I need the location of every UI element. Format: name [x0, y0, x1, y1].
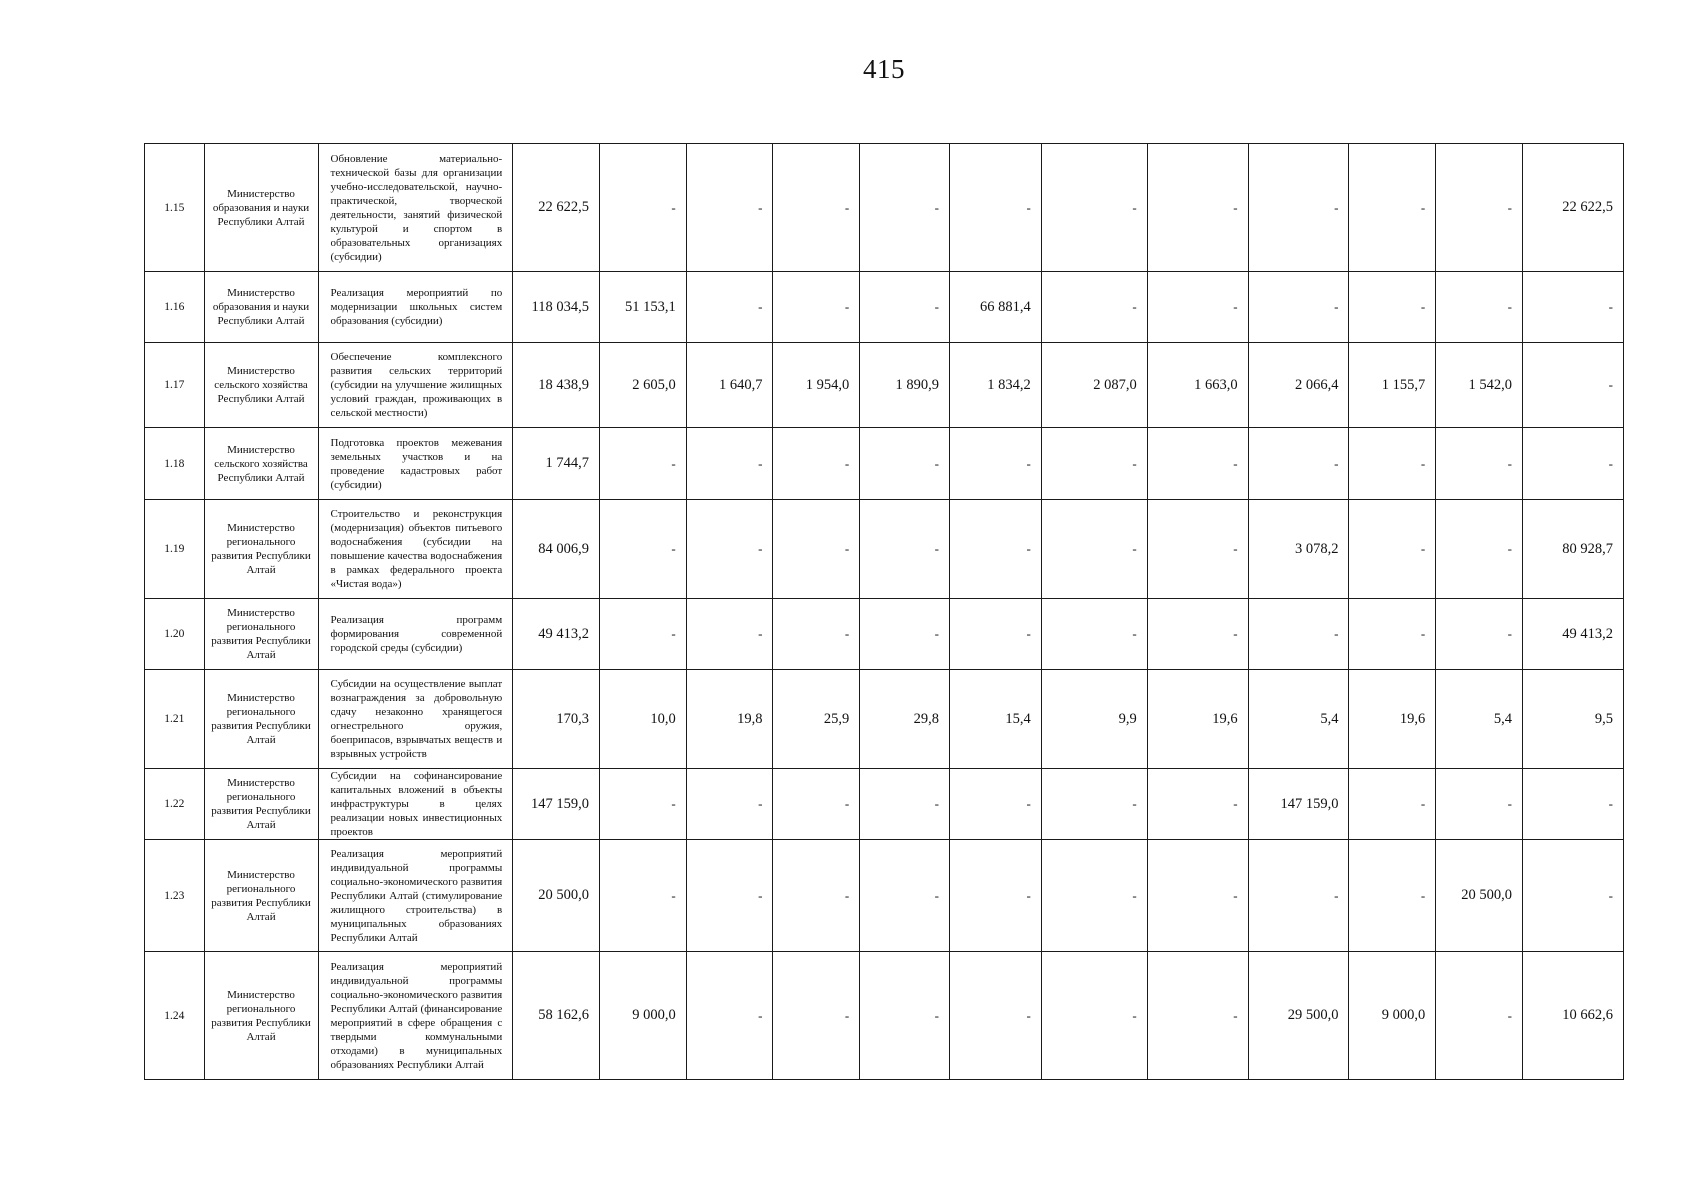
amount-cell: 29 500,0	[1248, 952, 1349, 1080]
amount-cell: -	[950, 769, 1042, 840]
row-number: 1.18	[145, 428, 205, 500]
table-row	[145, 144, 1624, 272]
table-body	[145, 144, 1624, 1080]
amount-cell: -	[1248, 599, 1349, 670]
measure-description: Строительство и реконструкция (модернизация) объектов питьевого водоснабжения (субсидии на повышение качества водоснабжения в рамках федерального проекта «Чистая вода»)	[318, 500, 513, 599]
amount-cell: -	[1041, 500, 1147, 599]
total-amount-cell: 58 162,6	[513, 952, 600, 1080]
amount-cell: -	[1147, 840, 1248, 952]
measure-description: Субсидии на софинансирование капитальных вложений в объекты инфраструктуры в целях реализации новых инвестиционных проектов	[318, 769, 513, 840]
amount-cell: 20 500,0	[1436, 840, 1523, 952]
row-number: 1.20	[145, 599, 205, 670]
amount-cell: -	[773, 769, 860, 840]
measure-description: Реализация мероприятий индивидуальной программы социально-экономического развития Республики Алтай (финансирование мероприятий в сфере обращения с твердыми коммунальными отходами) в муниципальных образованиях Республики Алтай	[318, 952, 513, 1080]
amount-cell: -	[773, 952, 860, 1080]
table-row	[145, 343, 1624, 428]
total-amount-cell: 118 034,5	[513, 272, 600, 343]
measure-description: Подготовка проектов межевания земельных участков и на проведение кадастровых работ (субсидии)	[318, 428, 513, 500]
amount-cell: -	[1349, 428, 1436, 500]
responsible-ministry: Министерство образования и науки Республики Алтай	[204, 144, 318, 272]
amount-cell: 1 155,7	[1349, 343, 1436, 428]
amount-cell: 147 159,0	[1248, 769, 1349, 840]
table-row	[145, 428, 1624, 500]
amount-cell: 25,9	[773, 670, 860, 769]
amount-cell: -	[860, 144, 950, 272]
measure-description: Субсидии на осуществление выплат вознаграждения за добровольную сдачу незаконно хранящегося огнестрельного оружия, боеприпасов, взрывчатых веществ и взрывных устройств	[318, 670, 513, 769]
amount-cell: -	[860, 272, 950, 343]
responsible-ministry: Министерство сельского хозяйства Республики Алтай	[204, 428, 318, 500]
amount-cell: -	[599, 144, 686, 272]
amount-cell: -	[950, 144, 1042, 272]
amount-cell: 1 954,0	[773, 343, 860, 428]
amount-cell: -	[1248, 840, 1349, 952]
amount-cell: 66 881,4	[950, 272, 1042, 343]
table-row	[145, 500, 1624, 599]
amount-cell: -	[1147, 272, 1248, 343]
amount-cell: 9 000,0	[1349, 952, 1436, 1080]
amount-cell: -	[1349, 500, 1436, 599]
amount-cell: -	[773, 428, 860, 500]
amount-cell: 1 890,9	[860, 343, 950, 428]
amount-cell: -	[686, 599, 773, 670]
amount-cell: 9,5	[1522, 670, 1623, 769]
amount-cell: -	[1436, 952, 1523, 1080]
amount-cell: -	[773, 599, 860, 670]
amount-cell: 49 413,2	[1522, 599, 1623, 670]
amount-cell: -	[686, 840, 773, 952]
amount-cell: -	[860, 500, 950, 599]
amount-cell: -	[1436, 428, 1523, 500]
row-number: 1.22	[145, 769, 205, 840]
amount-cell: -	[950, 952, 1042, 1080]
responsible-ministry: Министерство регионального развития Республики Алтай	[204, 500, 318, 599]
table-row	[145, 599, 1624, 670]
amount-cell: -	[1248, 272, 1349, 343]
amount-cell: -	[1436, 599, 1523, 670]
amount-cell: 29,8	[860, 670, 950, 769]
amount-cell: -	[1041, 952, 1147, 1080]
total-amount-cell: 22 622,5	[513, 144, 600, 272]
amount-cell: -	[773, 500, 860, 599]
amount-cell: -	[1147, 599, 1248, 670]
table-row	[145, 670, 1624, 769]
total-amount-cell: 1 744,7	[513, 428, 600, 500]
amount-cell: 2 087,0	[1041, 343, 1147, 428]
amount-cell: 1 663,0	[1147, 343, 1248, 428]
responsible-ministry: Министерство сельского хозяйства Республики Алтай	[204, 343, 318, 428]
measure-description: Реализация мероприятий индивидуальной программы социально-экономического развития Республики Алтай (стимулирование жилищного строительства) в муниципальных образованиях Республики Алтай	[318, 840, 513, 952]
amount-cell: 10 662,6	[1522, 952, 1623, 1080]
amount-cell: -	[686, 500, 773, 599]
amount-cell: -	[1147, 952, 1248, 1080]
amount-cell: 5,4	[1436, 670, 1523, 769]
amount-cell: -	[1522, 343, 1623, 428]
amount-cell: -	[860, 428, 950, 500]
amount-cell: -	[950, 840, 1042, 952]
table-row	[145, 272, 1624, 343]
amount-cell: -	[1041, 272, 1147, 343]
amount-cell: 80 928,7	[1522, 500, 1623, 599]
row-number: 1.16	[145, 272, 205, 343]
amount-cell: -	[1041, 840, 1147, 952]
amount-cell: 3 078,2	[1248, 500, 1349, 599]
amount-cell: -	[599, 599, 686, 670]
amount-cell: -	[1248, 428, 1349, 500]
measure-description: Реализация программ формирования современной городской среды (субсидии)	[318, 599, 513, 670]
responsible-ministry: Министерство регионального развития Республики Алтай	[204, 840, 318, 952]
amount-cell: -	[1147, 144, 1248, 272]
total-amount-cell: 170,3	[513, 670, 600, 769]
row-number: 1.15	[145, 144, 205, 272]
amount-cell: 51 153,1	[599, 272, 686, 343]
amount-cell: 1 640,7	[686, 343, 773, 428]
page-number: 415	[863, 54, 905, 84]
amount-cell: -	[1349, 599, 1436, 670]
amount-cell: 9 000,0	[599, 952, 686, 1080]
row-number: 1.21	[145, 670, 205, 769]
amount-cell: -	[686, 428, 773, 500]
total-amount-cell: 18 438,9	[513, 343, 600, 428]
responsible-ministry: Министерство образования и науки Республики Алтай	[204, 272, 318, 343]
amount-cell: -	[1436, 144, 1523, 272]
responsible-ministry: Министерство регионального развития Республики Алтай	[204, 599, 318, 670]
row-number: 1.17	[145, 343, 205, 428]
amount-cell: 1 542,0	[1436, 343, 1523, 428]
amount-cell: 19,6	[1147, 670, 1248, 769]
amount-cell: -	[1349, 840, 1436, 952]
amount-cell: -	[860, 840, 950, 952]
amount-cell: -	[1147, 769, 1248, 840]
amount-cell: -	[1041, 599, 1147, 670]
amount-cell: -	[860, 952, 950, 1080]
amount-cell: 22 622,5	[1522, 144, 1623, 272]
amount-cell: -	[1522, 769, 1623, 840]
amount-cell: 10,0	[599, 670, 686, 769]
amount-cell: -	[686, 144, 773, 272]
amount-cell: -	[1147, 500, 1248, 599]
amount-cell: -	[599, 840, 686, 952]
amount-cell: -	[860, 769, 950, 840]
measure-description: Обеспечение комплексного развития сельских территорий (субсидии на улучшение жилищных условий граждан, проживающих в сельской местности)	[318, 343, 513, 428]
amount-cell: -	[1436, 769, 1523, 840]
amount-cell: -	[1147, 428, 1248, 500]
amount-cell: -	[599, 428, 686, 500]
amount-cell: 2 605,0	[599, 343, 686, 428]
amount-cell: -	[1041, 428, 1147, 500]
amount-cell: -	[1522, 840, 1623, 952]
amount-cell: -	[686, 952, 773, 1080]
amount-cell: 15,4	[950, 670, 1042, 769]
amount-cell: 19,6	[1349, 670, 1436, 769]
amount-cell: -	[950, 428, 1042, 500]
amount-cell: -	[1349, 769, 1436, 840]
amount-cell: -	[1522, 428, 1623, 500]
amount-cell: -	[773, 144, 860, 272]
total-amount-cell: 147 159,0	[513, 769, 600, 840]
amount-cell: -	[686, 769, 773, 840]
amount-cell: -	[1248, 144, 1349, 272]
amount-cell: -	[1349, 272, 1436, 343]
amount-cell: -	[1436, 272, 1523, 343]
amount-cell: 5,4	[1248, 670, 1349, 769]
amount-cell: -	[1522, 272, 1623, 343]
amount-cell: 2 066,4	[1248, 343, 1349, 428]
table-row	[145, 952, 1624, 1080]
amount-cell: -	[860, 599, 950, 670]
amount-cell: -	[950, 599, 1042, 670]
amount-cell: -	[773, 840, 860, 952]
row-number: 1.19	[145, 500, 205, 599]
amount-cell: -	[599, 769, 686, 840]
amount-cell: -	[1041, 144, 1147, 272]
amount-cell: -	[950, 500, 1042, 599]
amount-cell: -	[686, 272, 773, 343]
amount-cell: -	[773, 272, 860, 343]
total-amount-cell: 20 500,0	[513, 840, 600, 952]
table-row	[145, 840, 1624, 952]
amount-cell: -	[1436, 500, 1523, 599]
measure-description: Реализация мероприятий по модернизации школьных систем образования (субсидии)	[318, 272, 513, 343]
responsible-ministry: Министерство регионального развития Республики Алтай	[204, 952, 318, 1080]
responsible-ministry: Министерство регионального развития Республики Алтай	[204, 769, 318, 840]
responsible-ministry: Министерство регионального развития Республики Алтай	[204, 670, 318, 769]
total-amount-cell: 49 413,2	[513, 599, 600, 670]
budget-table	[144, 143, 1624, 1080]
amount-cell: -	[1349, 144, 1436, 272]
amount-cell: -	[599, 500, 686, 599]
table-row	[145, 769, 1624, 840]
row-number: 1.24	[145, 952, 205, 1080]
amount-cell: 19,8	[686, 670, 773, 769]
total-amount-cell: 84 006,9	[513, 500, 600, 599]
row-number: 1.23	[145, 840, 205, 952]
amount-cell: 1 834,2	[950, 343, 1042, 428]
amount-cell: -	[1041, 769, 1147, 840]
measure-description: Обновление материально-технической базы для организации учебно-исследовательской, научно-практической, творческой деятельности, занятий физической культурой и спортом в образовательных организациях (субсидии)	[318, 144, 513, 272]
amount-cell: 9,9	[1041, 670, 1147, 769]
